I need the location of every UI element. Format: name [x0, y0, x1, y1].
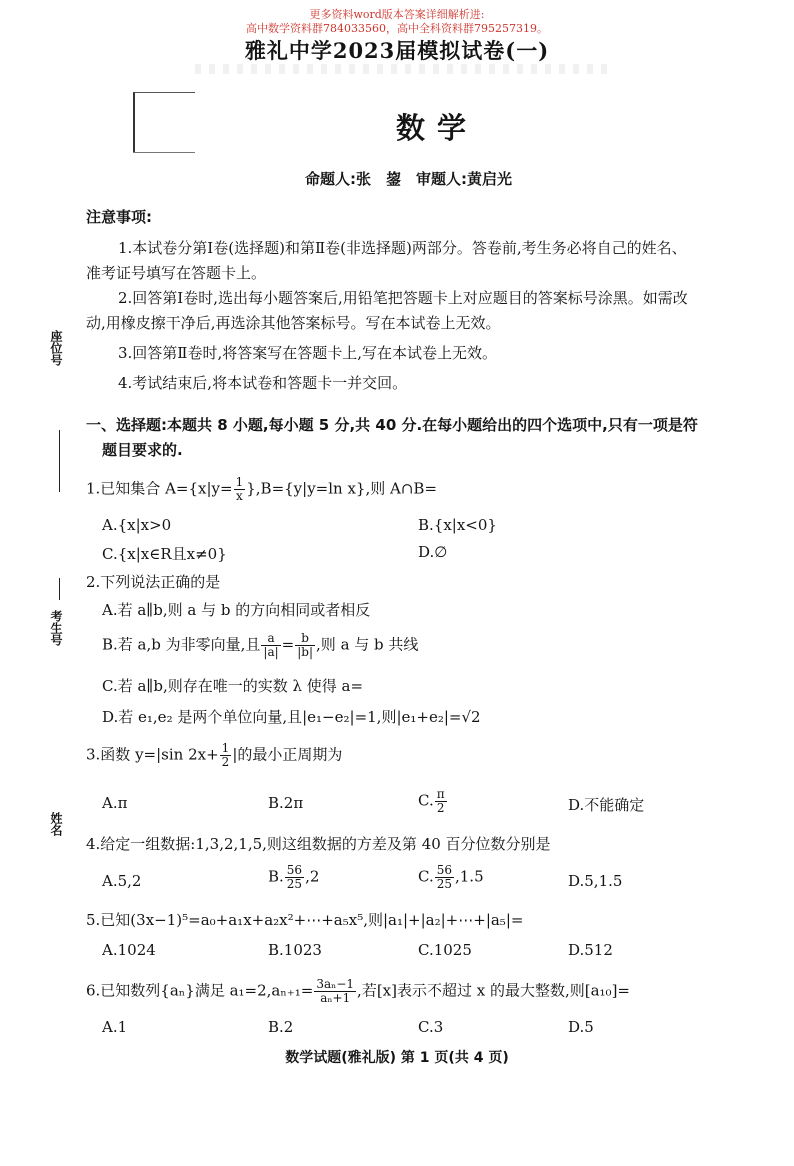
q4-option-a: A.5,2 [102, 872, 142, 890]
scan-noise-strip [195, 64, 615, 74]
q2-b-frac1-num: a [261, 632, 280, 646]
q2-b-part-a: B.若 a,b 为非零向量,且 [102, 635, 261, 654]
notice-line-3: 2.回答第Ⅰ卷时,选出每小题答案后,用铅笔把答题卡上对应题目的答案标号涂黑。如需改 [118, 289, 688, 307]
q1-option-a: A.{x|x>0 [102, 516, 172, 534]
q1-frac-den: x [236, 489, 243, 503]
q4-c-fraction [435, 864, 454, 891]
q4-c-frac-den: 25 [436, 877, 452, 891]
notice-line-2: 准考证号填写在答题卡上。 [86, 264, 267, 282]
q3-frac-num: 1 [221, 741, 230, 755]
q3-frac-den: 2 [221, 755, 230, 769]
q3-fraction [220, 742, 232, 769]
q6-frac-num: 3aₙ−1 [316, 977, 355, 991]
page-footer: 数学试题(雅礼版) 第 1 页(共 4 页) [285, 1050, 509, 1066]
q2-stem: 2.下列说法正确的是 [86, 573, 221, 591]
q6-fraction [314, 978, 356, 1005]
subject-title: 数学 [395, 111, 478, 145]
q4-c-frac-num: 56 [436, 863, 452, 877]
side-rule-1 [59, 430, 60, 492]
q2-b-equals: = [281, 635, 295, 654]
q2-b-frac2-den: |b| [297, 645, 314, 659]
q4-option-c [418, 864, 484, 891]
q2-option-b [102, 632, 418, 659]
q6-option-d: D.5 [568, 1018, 594, 1036]
q3-c-label: C. [418, 791, 434, 810]
q3-option-b: B.2π [268, 794, 304, 812]
q5-option-a: A.1024 [102, 941, 156, 959]
side-rule-2 [59, 578, 60, 600]
q3-c-frac-num: π [436, 787, 445, 801]
q4-b-tail: ,2 [305, 867, 320, 886]
q1-frac-num: 1 [235, 475, 244, 489]
q3-stem [86, 742, 342, 769]
q4-c-tail: ,1.5 [455, 867, 484, 886]
q4-b-frac-num: 56 [286, 863, 303, 877]
watermark-line-1: 更多资料word版本答案详细解析进: [309, 8, 485, 21]
notice-line-5: 3.回答第Ⅱ卷时,将答案写在答题卡上,写在本试卷上无效。 [118, 344, 498, 362]
q3-stem-part-a: 3.函数 y=|sin 2x+ [86, 745, 219, 764]
q2-b-fraction-1 [261, 632, 280, 659]
q4-option-d: D.5,1.5 [568, 872, 623, 890]
side-name-label: 姓名 [49, 812, 63, 836]
side-seat-label: 座位号 [49, 330, 63, 366]
q6-option-c: C.3 [418, 1018, 444, 1036]
side-exam-no-label: 考生号 [49, 610, 63, 646]
watermark-line-2: 高中数学资料群784033560，高中全科资料群795257319。 [246, 22, 548, 35]
q4-option-b [268, 864, 319, 891]
q3-c-fraction [435, 788, 447, 815]
q2-option-c: C.若 a∥b,则存在唯一的实数 λ 使得 a= [102, 677, 364, 695]
q5-option-c: C.1025 [418, 941, 472, 959]
q3-option-a: A.π [102, 794, 128, 812]
q5-option-d: D.512 [568, 941, 613, 959]
q6-stem-part-a: 6.已知数列{aₙ}满足 a₁=2,aₙ₊₁= [86, 981, 314, 1000]
q3-option-d: D.不能确定 [568, 796, 645, 814]
q1-option-b: B.{x|x<0} [418, 516, 497, 534]
q6-option-a: A.1 [102, 1018, 128, 1036]
q2-b-frac1-den: |a| [263, 645, 279, 659]
q2-b-frac2-num: b [295, 632, 315, 646]
notice-line-4: 动,用橡皮擦干净后,再选涂其他答案标号。写在本试卷上无效。 [86, 314, 501, 332]
q1-option-d: D.∅ [418, 543, 448, 561]
q4-b-frac-den: 25 [286, 877, 303, 891]
q6-stem-part-b: ,若[x]表示不超过 x 的最大整数,则[a₁₀]= [357, 981, 630, 1000]
q2-b-fraction-2 [295, 632, 315, 659]
q4-b-label: B. [268, 867, 284, 886]
school-title: 雅礼中学2023届模拟试卷(一) [244, 38, 550, 63]
q6-stem [86, 978, 630, 1005]
q4-stem: 4.给定一组数据:1,3,2,1,5,则这组数据的方差及第 40 百分位数分别是 [86, 835, 551, 853]
section-1-heading-line-2: 题目要求的. [102, 441, 183, 459]
q2-option-a: A.若 a∥b,则 a 与 b 的方向相同或者相反 [102, 601, 371, 619]
section-1-heading-line-1: 一、选择题:本题共 8 小题,每小题 5 分,共 40 分.在每小题给出的四个选项中,只有一项是符 [86, 416, 698, 434]
q1-stem [86, 476, 437, 503]
q1-stem-part-a: 1.已知集合 A={x|y= [86, 479, 233, 498]
notice-line-1: 1.本试卷分第Ⅰ卷(选择题)和第Ⅱ卷(非选择题)两部分。答卷前,考生务必将自己的姓名、 [118, 239, 687, 257]
q3-option-c [418, 788, 448, 815]
q5-stem: 5.已知(3x−1)⁵=a₀+a₁x+a₂x²+⋯+a₅x⁵,则|a₁|+|a₂|+⋯+|a₅|= [86, 911, 524, 929]
q4-c-label: C. [418, 867, 434, 886]
q4-b-fraction [285, 864, 304, 891]
q1-fraction [234, 476, 246, 503]
q3-c-frac-den: 2 [436, 801, 445, 815]
q3-stem-part-b: |的最小正周期为 [232, 745, 343, 764]
q6-frac-den: aₙ+1 [320, 991, 351, 1005]
q6-option-b: B.2 [268, 1018, 294, 1036]
q2-b-part-b: ,则 a 与 b 共线 [316, 635, 419, 654]
q1-stem-part-b: },B={y|y=ln x},则 A∩B= [246, 479, 438, 498]
q1-option-c: C.{x|x∈R且x≠0} [102, 545, 227, 563]
q5-option-b: B.1023 [268, 941, 322, 959]
authors-line: 命题人:张 鋆 审题人:黄启光 [305, 170, 512, 188]
notice-title: 注意事项: [86, 208, 152, 226]
notice-line-6: 4.考试结束后,将本试卷和答题卡一并交回。 [118, 374, 408, 392]
q2-option-d: D.若 e₁,e₂ 是两个单位向量,且|e₁−e₂|=1,则|e₁+e₂|=√2 [102, 708, 481, 726]
